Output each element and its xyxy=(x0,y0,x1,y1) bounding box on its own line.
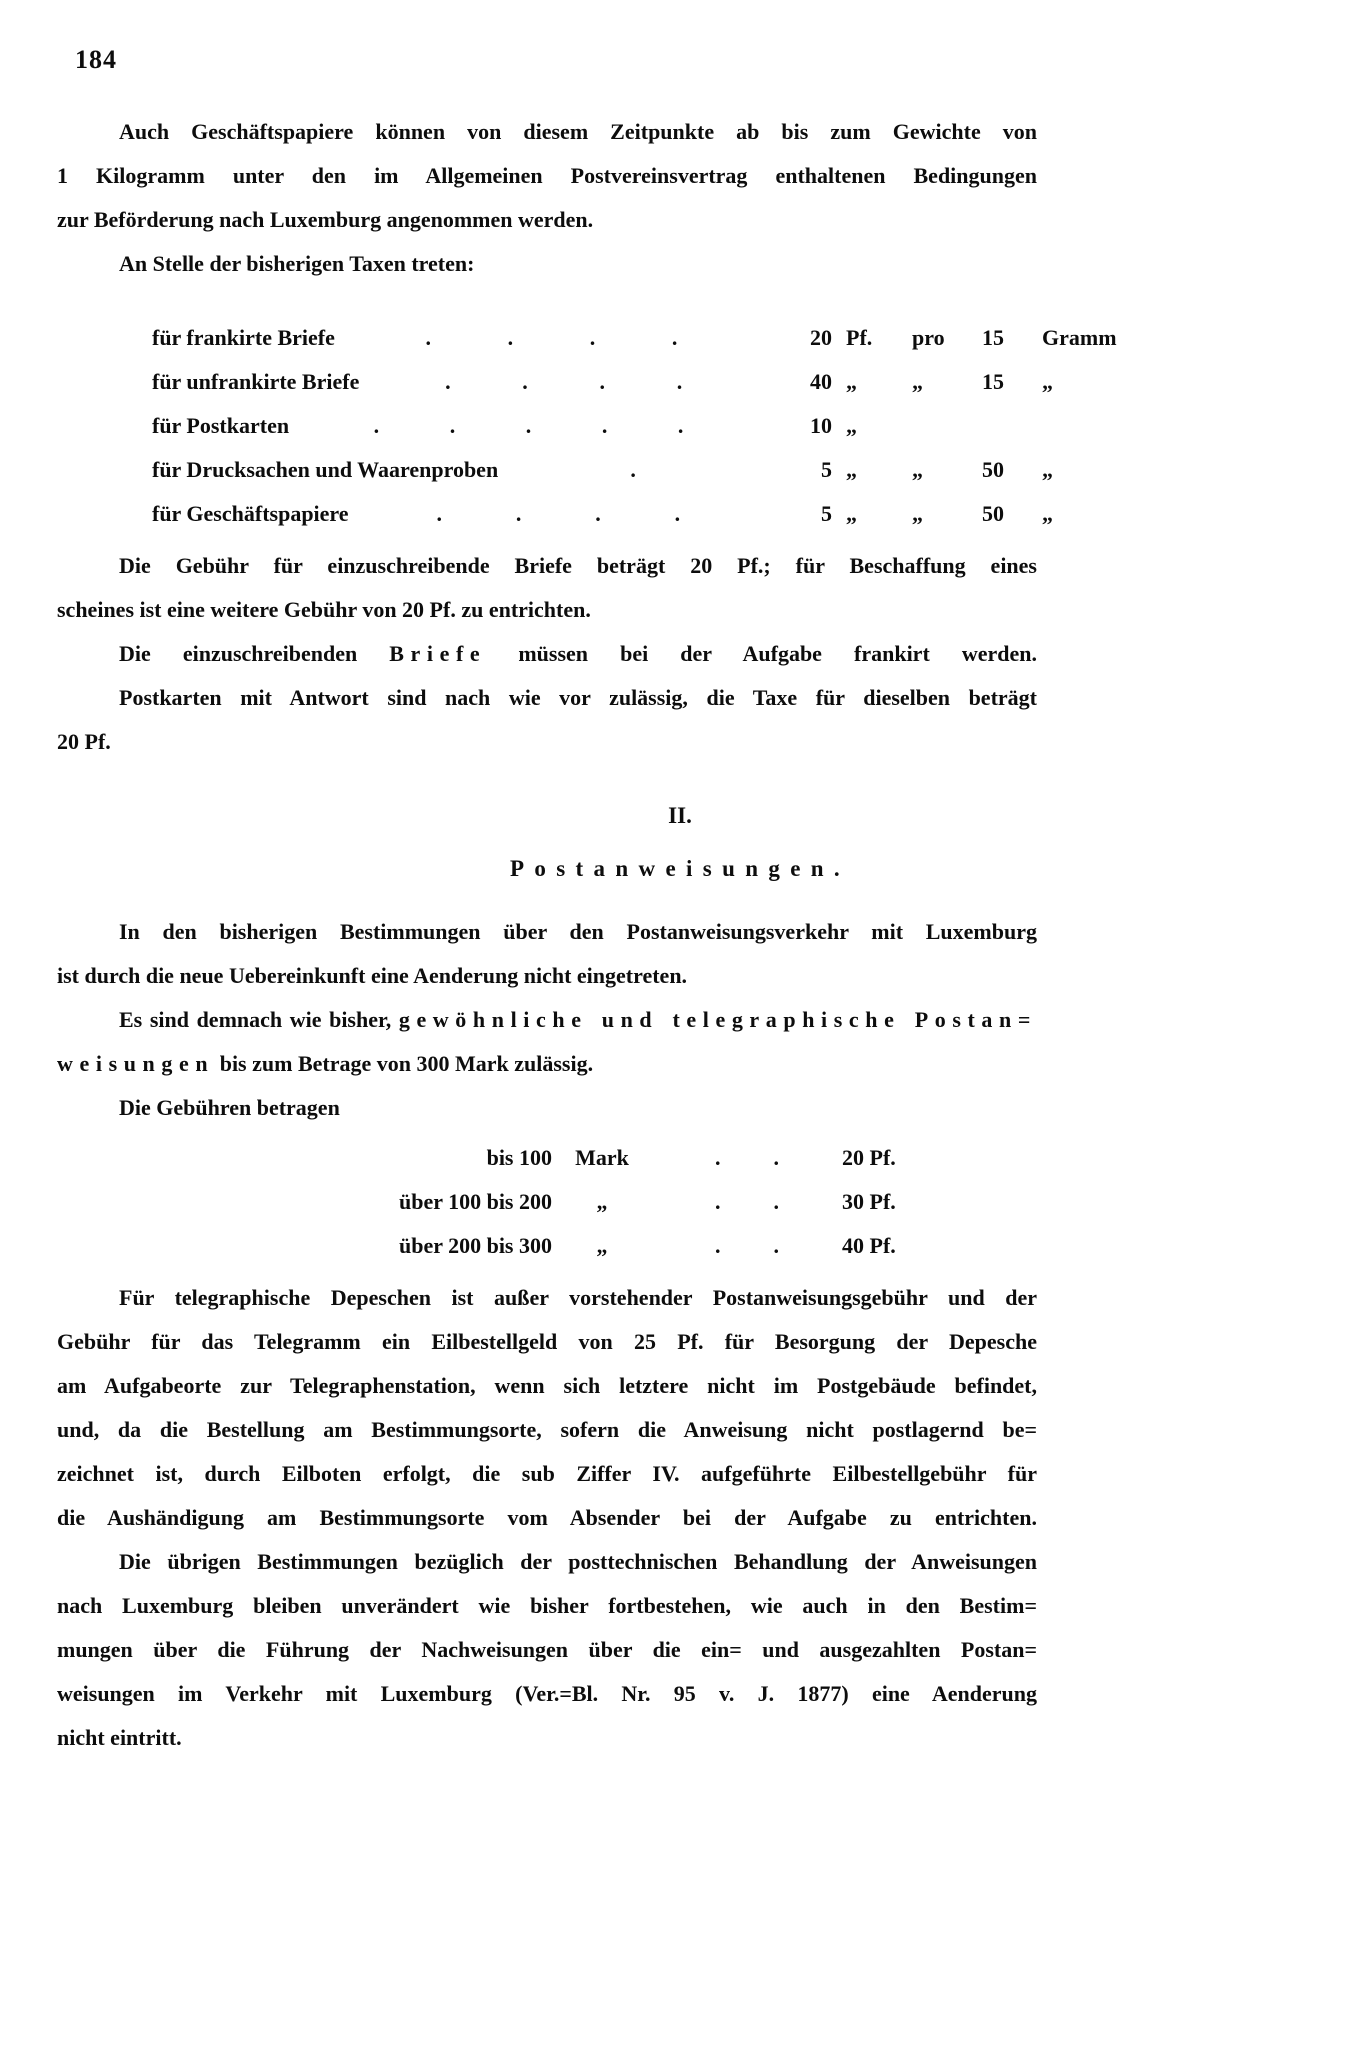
rate-weight-unit: „ xyxy=(1042,369,1053,394)
fee-unit: Mark xyxy=(575,1145,629,1170)
fee-unit: „ xyxy=(596,1233,608,1258)
text-line: zur Beförderung nach Luxemburg angenommen werden. xyxy=(57,207,594,232)
rate-label: für Geschäftspapiere xyxy=(152,501,349,526)
rate-unit: „ xyxy=(846,369,857,394)
paragraph-business-papers xyxy=(57,110,1037,286)
fee-range: über 200 bis 300 xyxy=(398,1233,552,1258)
text-line: Die übrigen Bestimmungen bezüglich der posttechnischen Behandlung der Anweisungen xyxy=(119,1549,1037,1574)
text-line: Gebühr für das Telegramm ein Eilbestellgeld von 25 Pf. für Besorgung der Depesche xyxy=(57,1329,1037,1354)
rate-weight-unit: „ xyxy=(1042,457,1053,482)
rate-per: „ xyxy=(912,501,923,526)
text-line: ist durch die neue Uebereinkunft eine Aenderung nicht eingetreten. xyxy=(57,963,688,988)
rate-amount: 20 xyxy=(810,325,832,350)
rate-weight: 15 xyxy=(982,369,1004,394)
dot-leader: . xyxy=(630,457,636,482)
rate-weight-unit: Gramm xyxy=(1042,325,1117,350)
section-title: Postanweisungen. xyxy=(509,856,851,881)
text-segment: müssen bei der Aufgabe frankirt werden. xyxy=(486,641,1037,666)
rate-unit: Pf. xyxy=(846,325,873,350)
table-row xyxy=(322,1136,977,1180)
dot-leader: . . . . xyxy=(445,369,683,394)
rate-label: für frankirte Briefe xyxy=(152,325,335,350)
text-line: nach Luxemburg bleiben unverändert wie bisher fortbestehen, wie auch in den Bestim= xyxy=(57,1593,1037,1618)
text-line: mungen über die Führung der Nachweisungen über die ein= und ausgezahlten Postan= xyxy=(57,1637,1037,1662)
rate-amount: 5 xyxy=(821,457,832,482)
paragraph-registered-letters xyxy=(57,544,1037,764)
dot-leader: . . xyxy=(715,1189,779,1214)
paragraph-fees-intro: Die Gebühren betragen xyxy=(119,1095,340,1120)
rate-amount: 5 xyxy=(821,501,832,526)
text-line: und, da die Bestellung am Bestimmungsorte, sofern die Anweisung nicht postlagernd be= xyxy=(57,1417,1037,1442)
text-line: nicht eintritt. xyxy=(57,1725,182,1750)
table-row xyxy=(322,1224,977,1268)
rate-weight: 50 xyxy=(982,501,1004,526)
text-line: am Aufgabeorte zur Telegraphenstation, wenn sich letztere nicht im Postgebäude befindet, xyxy=(57,1373,1037,1398)
fee-value: 20 Pf. xyxy=(842,1145,896,1170)
text-line: die Aushändigung am Bestimmungsorte vom Absender bei der Aufgabe zu entrichten. xyxy=(57,1505,1037,1530)
fee-value: 30 Pf. xyxy=(842,1189,896,1214)
text-segment-emphasized: Briefe xyxy=(389,641,487,666)
rate-unit: „ xyxy=(846,413,857,438)
table-row xyxy=(57,492,1157,536)
rate-amount: 10 xyxy=(810,413,832,438)
text-line: 20 Pf. xyxy=(57,729,111,754)
fee-range: über 100 bis 200 xyxy=(398,1189,552,1214)
text-line: In den bisherigen Bestimmungen über den Postanweisungsverkehr mit Luxemburg xyxy=(119,919,1037,944)
paragraph-telegraph-orders xyxy=(57,1276,1037,1540)
text-line: scheines ist eine weitere Gebühr von 20 Pf. zu entrichten. xyxy=(57,597,591,622)
text-line: 1 Kilogramm unter den im Allgemeinen Postvereinsvertrag enthaltenen Bedingungen xyxy=(57,163,1037,188)
rate-weight-unit: „ xyxy=(1042,501,1053,526)
rate-per: „ xyxy=(912,457,923,482)
table-row xyxy=(57,448,1157,492)
text-line: weisungen im Verkehr mit Luxemburg (Ver.=Bl. Nr. 95 v. J. 1877) eine Aenderung xyxy=(57,1681,1037,1706)
text-segment: Die einzuschreibenden xyxy=(119,641,390,666)
rate-weight: 50 xyxy=(982,457,1004,482)
table-row xyxy=(57,404,1157,448)
rate-label: für Drucksachen und Waarenproben xyxy=(152,457,499,482)
paragraph-registered-franking xyxy=(57,632,1037,676)
page-number: 184 xyxy=(75,45,117,74)
text-segment: bis zum Betrage von 300 Mark zulässig. xyxy=(214,1051,594,1076)
rate-label: für unfrankirte Briefe xyxy=(152,369,360,394)
fee-value: 40 Pf. xyxy=(842,1233,896,1258)
section-number: II. xyxy=(668,803,692,828)
fee-table xyxy=(322,1136,977,1268)
text-segment: Es sind demnach wie bisher, xyxy=(119,1007,399,1032)
fee-range: bis 100 xyxy=(486,1145,552,1170)
rate-per: pro xyxy=(912,325,945,350)
fee-unit: „ xyxy=(596,1189,608,1214)
table-row xyxy=(57,360,1157,404)
text-line: Die Gebühr für einzuschreibende Briefe beträgt 20 Pf.; für Beschaffung eines xyxy=(119,553,1037,578)
paragraph-closing xyxy=(57,1540,1037,1760)
text-segment-emphasized: weisungen xyxy=(57,1051,215,1076)
dot-leader: . . . . . xyxy=(373,413,684,438)
paragraph-taxes-intro: An Stelle der bisherigen Taxen treten: xyxy=(119,251,475,276)
dot-leader: . . . . xyxy=(436,501,681,526)
dot-leader: . . . . xyxy=(425,325,678,350)
text-line: zeichnet ist, durch Eilboten erfolgt, die sub Ziffer IV. aufgeführte Eilbestellgebühr für xyxy=(57,1461,1037,1486)
rate-table xyxy=(57,316,1157,536)
table-row xyxy=(57,316,1157,360)
text-line xyxy=(57,998,1037,1042)
dot-leader: . . xyxy=(715,1233,779,1258)
text-line xyxy=(57,1042,1037,1086)
rate-per: „ xyxy=(912,369,923,394)
text-line: Auch Geschäftspapiere können von diesem Zeitpunkte ab bis zum Gewichte von xyxy=(119,119,1037,144)
rate-unit: „ xyxy=(846,501,857,526)
text-line: Für telegraphische Depeschen ist außer vorstehender Postanweisungsgebühr und der xyxy=(119,1285,1037,1310)
rate-weight: 15 xyxy=(982,325,1004,350)
table-row xyxy=(322,1180,977,1224)
rate-label: für Postkarten xyxy=(152,413,290,438)
paragraph-money-orders xyxy=(57,910,1037,1130)
text-line: Postkarten mit Antwort sind nach wie vor zulässig, die Taxe für dieselben beträgt xyxy=(119,685,1037,710)
dot-leader: . . xyxy=(715,1145,779,1170)
rate-amount: 40 xyxy=(810,369,832,394)
text-segment-emphasized: gewöhnliche und telegraphische Postan= xyxy=(398,1007,1037,1032)
rate-unit: „ xyxy=(846,457,857,482)
